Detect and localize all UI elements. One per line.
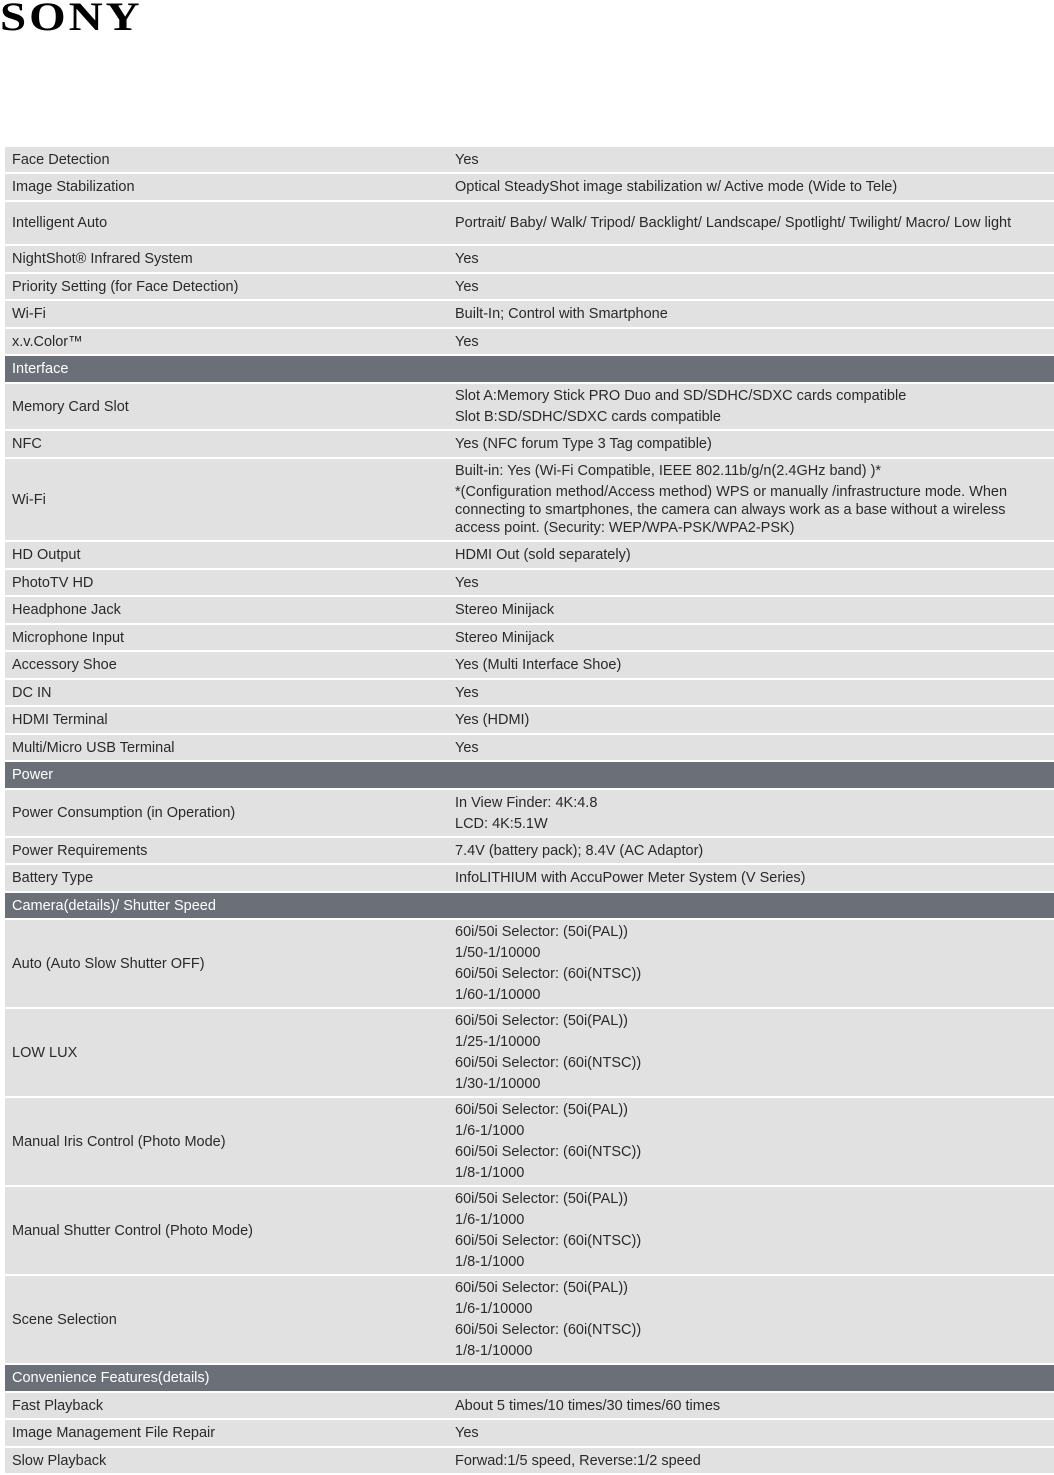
spec-value-line: 1/60-1/10000 <box>455 987 541 1003</box>
spec-value-line: 1/25-1/10000 <box>455 1034 541 1050</box>
spec-row <box>5 735 1054 762</box>
spec-value-line: Yes <box>455 574 479 591</box>
spec-label: HD Output <box>12 547 81 563</box>
spec-label: Wi-Fi <box>12 306 46 322</box>
spec-label: Slow Playback <box>12 1452 107 1469</box>
spec-value <box>455 1101 1054 1182</box>
spec-value <box>455 656 1054 674</box>
spec-label: Headphone Jack <box>12 602 121 618</box>
spec-label: Battery Type <box>12 870 94 886</box>
spec-row <box>5 865 1054 893</box>
spec-label: NFC <box>12 436 42 452</box>
spec-row <box>5 1098 1054 1187</box>
spec-value-line: 60i/50i Selector: (50i(PAL)) <box>455 924 629 940</box>
spec-row <box>5 274 1054 301</box>
spec-value-line: Yes <box>455 684 479 701</box>
spec-label: Wi-Fi <box>12 491 46 508</box>
spec-label: Auto (Auto Slow Shutter OFF) <box>12 955 205 972</box>
spec-value-line: Yes <box>455 251 479 267</box>
spec-value <box>455 305 1054 323</box>
spec-value-line: Yes (NFC forum Type 3 Tag compatible) <box>455 436 712 452</box>
spec-value-line: *(Configuration method/Access method) WPS or manually /infrastructure mode. When connecting to smartphones, the camera can always work as a base without a wireless access point. (Security: WEP/WPA-PSK/WPA2-PSK) <box>455 484 1008 536</box>
spec-value-line: 60i/50i Selector: (60i(NTSC)) <box>455 1055 642 1071</box>
spec-value <box>455 1279 1054 1360</box>
spec-row <box>5 1187 1054 1276</box>
spec-row <box>5 202 1054 246</box>
spec-value <box>455 1190 1054 1271</box>
spec-row <box>5 1420 1054 1448</box>
section-header: Convenience Features(details) <box>5 1365 1054 1393</box>
spec-value-line: 60i/50i Selector: (50i(PAL)) <box>455 1013 629 1029</box>
spec-value-line: 60i/50i Selector: (50i(PAL)) <box>455 1191 629 1207</box>
spec-row <box>5 459 1054 542</box>
spec-row <box>5 1448 1054 1475</box>
spec-value-line: Yes (Multi Interface Shoe) <box>455 657 622 673</box>
spec-row <box>5 1009 1054 1098</box>
spec-value <box>455 842 1054 860</box>
sony-logo: SONY <box>0 0 143 40</box>
spec-label: Face Detection <box>12 151 110 168</box>
spec-value <box>455 250 1054 268</box>
spec-value <box>455 151 1054 169</box>
spec-label: Memory Card Slot <box>12 398 129 415</box>
spec-value-line: 1/8-1/1000 <box>455 1254 525 1270</box>
spec-value <box>455 435 1054 453</box>
spec-label: Priority Setting (for Face Detection) <box>12 278 239 295</box>
spec-value-line: LCD: 4K:5.1W <box>455 815 548 832</box>
spec-value-line: 7.4V (battery pack); 8.4V (AC Adaptor) <box>455 842 704 859</box>
spec-value-line: Yes <box>455 333 479 350</box>
spec-value <box>455 923 1054 1004</box>
spec-value-line: 60i/50i Selector: (60i(NTSC)) <box>455 1233 642 1249</box>
spec-value-line: 1/6-1/10000 <box>455 1301 533 1317</box>
spec-value-line: HDMI Out (sold separately) <box>455 547 631 563</box>
spec-value-line: 60i/50i Selector: (60i(NTSC)) <box>455 1144 642 1160</box>
spec-label: Image Management File Repair <box>12 1425 216 1441</box>
spec-label: DC IN <box>12 684 52 701</box>
spec-label: Image Stabilization <box>12 179 135 195</box>
spec-value-line: 1/8-1/1000 <box>455 1165 525 1181</box>
spec-value <box>455 794 1054 833</box>
spec-value <box>455 739 1054 757</box>
spec-value-line: Yes <box>455 739 479 756</box>
spec-row <box>5 707 1054 735</box>
spec-label: Power Requirements <box>12 842 148 859</box>
spec-value-line: 60i/50i Selector: (50i(PAL)) <box>455 1280 629 1296</box>
spec-row <box>5 790 1054 838</box>
spec-label: Fast Playback <box>12 1397 104 1414</box>
spec-value-line: Stereo Minijack <box>455 602 555 618</box>
spec-row <box>5 301 1054 329</box>
spec-value <box>455 684 1054 702</box>
spec-value-line: Stereo Minijack <box>455 629 555 646</box>
spec-value-line: Built-in: Yes (Wi-Fi Compatible, IEEE 802.11b/g/n(2.4GHz band) )* <box>455 463 882 479</box>
spec-row <box>5 384 1054 431</box>
spec-label: PhotoTV HD <box>12 574 94 591</box>
spec-row <box>5 570 1054 597</box>
spec-label: HDMI Terminal <box>12 712 108 728</box>
spec-row <box>5 1276 1054 1365</box>
spec-row <box>5 652 1054 680</box>
section-header: Power <box>5 762 1054 790</box>
spec-row <box>5 1393 1054 1420</box>
spec-value <box>455 278 1054 296</box>
spec-value-line: InfoLITHIUM with AccuPower Meter System (V Series) <box>455 870 806 886</box>
spec-value-line: 60i/50i Selector: (50i(PAL)) <box>455 1102 629 1118</box>
spec-label: x.v.Color™ <box>12 333 83 350</box>
spec-value-line: In View Finder: 4K:4.8 <box>455 794 598 811</box>
spec-value <box>455 387 1054 426</box>
spec-label: Manual Iris Control (Photo Mode) <box>12 1133 226 1150</box>
spec-row <box>5 680 1054 707</box>
spec-label: Power Consumption (in Operation) <box>12 805 236 821</box>
section-header: Camera(details)/ Shutter Speed <box>5 893 1054 920</box>
spec-value <box>455 214 1054 232</box>
spec-value-line: Forwad:1/5 speed, Reverse:1/2 speed <box>455 1452 701 1469</box>
spec-value-line: Optical SteadyShot image stabilization w/ Active mode (Wide to Tele) <box>455 179 898 195</box>
spec-value <box>455 546 1054 564</box>
spec-value-line: Portrait/ Baby/ Walk/ Tripod/ Backlight/ Landscape/ Spotlight/ Twilight/ Macro/ Low light <box>455 215 1012 231</box>
spec-row <box>5 246 1054 274</box>
spec-row <box>5 542 1054 570</box>
spec-label: Accessory Shoe <box>12 657 117 673</box>
spec-value <box>455 869 1054 887</box>
spec-row <box>5 174 1054 202</box>
spec-value <box>455 629 1054 647</box>
spec-value <box>455 462 1054 537</box>
spec-value <box>455 1424 1054 1442</box>
spec-value-line: Built-In; Control with Smartphone <box>455 306 668 322</box>
spec-value-line: Slot B:SD/SDHC/SDXC cards compatible <box>455 409 721 425</box>
spec-label: NightShot® Infrared System <box>12 251 193 267</box>
section-header: Interface <box>5 356 1054 384</box>
spec-row <box>5 147 1054 174</box>
spec-label: Manual Shutter Control (Photo Mode) <box>12 1222 253 1239</box>
spec-value-line: 1/30-1/10000 <box>455 1076 541 1092</box>
spec-value <box>455 333 1054 351</box>
spec-value <box>455 601 1054 619</box>
spec-value-line: Yes <box>455 278 479 295</box>
spec-value-line: Yes <box>455 151 479 168</box>
spec-value <box>455 711 1054 729</box>
spec-value-line: 60i/50i Selector: (60i(NTSC)) <box>455 966 642 982</box>
spec-value-line: Yes <box>455 1425 479 1441</box>
spec-value-line: 1/50-1/10000 <box>455 945 541 961</box>
spec-row <box>5 329 1054 356</box>
spec-value-line: Yes (HDMI) <box>455 712 530 728</box>
spec-value <box>455 1452 1054 1470</box>
spec-row <box>5 838 1054 865</box>
spec-value <box>455 574 1054 592</box>
spec-label: Intelligent Auto <box>12 215 108 231</box>
spec-label: Multi/Micro USB Terminal <box>12 739 175 756</box>
spec-label: LOW LUX <box>12 1044 78 1061</box>
spec-row <box>5 625 1054 652</box>
spec-value-line: 1/8-1/10000 <box>455 1343 533 1359</box>
spec-value-line: 1/6-1/1000 <box>455 1212 525 1228</box>
spec-value <box>455 1397 1054 1415</box>
spec-value <box>455 1012 1054 1093</box>
spec-value-line: 1/6-1/1000 <box>455 1123 525 1139</box>
spec-label: Scene Selection <box>12 1311 117 1328</box>
spec-row <box>5 920 1054 1009</box>
spec-label: Microphone Input <box>12 629 125 646</box>
spec-table <box>5 147 1054 1475</box>
spec-value-line: Slot A:Memory Stick PRO Duo and SD/SDHC/SDXC cards compatible <box>455 388 907 404</box>
spec-value <box>455 178 1054 196</box>
spec-row <box>5 597 1054 625</box>
spec-value-line: 60i/50i Selector: (60i(NTSC)) <box>455 1322 642 1338</box>
spec-value-line: About 5 times/10 times/30 times/60 times <box>455 1397 721 1414</box>
spec-row <box>5 431 1054 459</box>
